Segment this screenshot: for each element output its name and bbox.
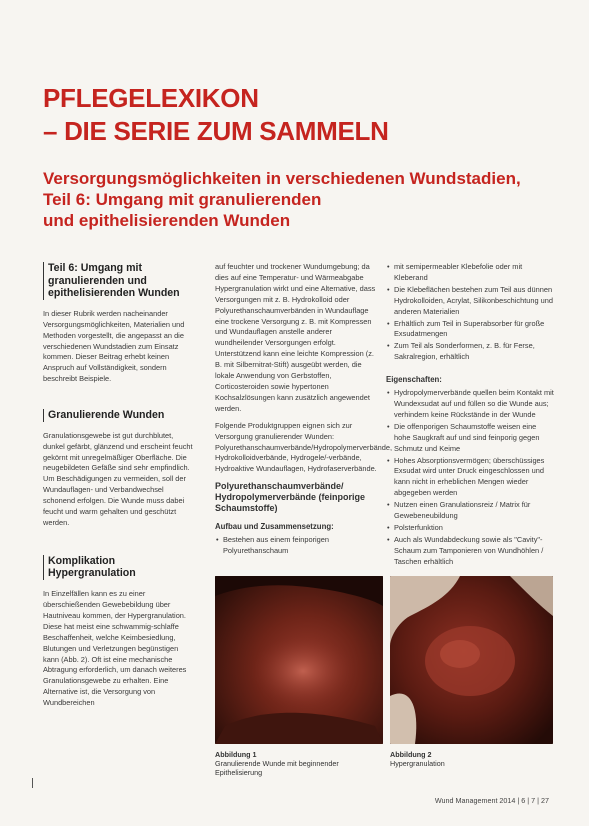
subtitle-line-2: Teil 6: Umgang mit granulierenden <box>43 190 322 209</box>
subtitle-line-3: und epithelisierenden Wunden <box>43 211 291 230</box>
list-item: • Die offenporigen Schaumstoffe weisen eine hohe Saugkraft auf und sind feinporig gegen Schmutz und Keime <box>394 422 554 455</box>
list-item: • Hydropolymerverbände quellen beim Kontakt mit Wundexsudat auf und füllen so die Wunde aus; verhindern keine Rückstände in der Wunde <box>394 388 554 421</box>
column-2 <box>215 262 393 558</box>
list-item: • Bestehen aus einem feinporigen Polyurethanschaum <box>223 535 380 557</box>
column-1 <box>43 262 193 715</box>
list-item: • Zum Teil als Sonderformen, z. B. für Ferse, Sakralregion, erhältlich <box>394 341 554 363</box>
list-item: • Hohes Absorptionsvermögen; überschüssiges Exsudat wird unter Druck eingeschlossen und kann nicht in erheblichen Mengen wieder abgegeben werden <box>394 456 554 500</box>
list-item: • Polsterfunktion <box>394 523 554 534</box>
list-item: • mit semipermeabler Klebefolie oder mit Kleberand <box>394 262 554 284</box>
figure-2-caption <box>390 750 550 768</box>
list-item: • Die Klebeflächen bestehen zum Teil aus dünnen Hydrokolloiden, Acrylat, Silikonbeschichtung und anderen Materialien <box>394 285 554 318</box>
list-item: • Erhältlich zum Teil in Superabsorber für große Exsudatmengen <box>394 319 554 341</box>
properties-list <box>386 388 554 568</box>
figure-2-label: Abbildung 2 <box>390 750 432 759</box>
figure-1-caption <box>215 750 385 778</box>
column-3 <box>386 262 554 569</box>
properties-label: Eigenschaften: <box>386 375 442 385</box>
page-footer: Wund Management 2014 | 6 | 7 | 27 <box>434 796 549 805</box>
col2-text-2: Folgende Produktgruppen eignen sich zur Versorgung granulierender Wunden: Polyurethanschaumverbände/Hydropolymerverbände, Hydrokolloidverbände, Hydrogele/-verbände, Hydroaktive Wundauflagen, Hydrofaserverbände. <box>215 420 393 474</box>
figure-2-text: Hypergranulation <box>390 759 445 769</box>
figure-1-text: Granulierende Wunde mit beginnender Epithelisierung <box>215 759 339 778</box>
complication-text: In Einzelfällen kann es zu einer überschießenden Gewebebildung über Hautniveau kommen, der Hypergranulation. Diese hat meist eine schwammig-schlaffe Beschaffenheit, welche Keimbesiedlung, Blutungen und Verletzungen begünstigen kann (Abb. 2). Oft ist eine mechanische Abtragung erforderlich, um danach weiteres Granulationsgewebe zu erhalten. Eine Alternative ist, die Versorgung von Wundbereichen <box>43 589 187 708</box>
structure-list <box>215 535 380 557</box>
foam-dressing-heading: Polyurethanschaumverbände/ Hydropolymerverbände (feinporige Schaumstoffe) <box>215 481 366 514</box>
article-subtitle <box>43 168 573 231</box>
col2-text-1: auf feuchter und trockener Wundumgebung; da dies auf eine Temperatur- und Wärmeabgabe Hypergranulation wirkt und eine Alternative, dass Versorgungen mit z. B. Hydrokolloid oder Polyurethanschaumverbänden in Wundauflage eine trockene Versorgung z. B. mit Kompressen und Wundauflagen anstelle anderer wundheilender Versorgungen erfolgt. Unterstützend kann eine leichte Kompression (z. B. mit Silbernitrat-Stift) ausgeübt werden, die lokale Anwendung von Gerbstoffen, Corticosteroiden sowie hypertonen Kochsalzlösungen kann zusätzlich angewendet werden. <box>215 262 376 413</box>
figure-1-label: Abbildung 1 <box>215 750 257 759</box>
wound-photo-1-graphic <box>215 576 383 744</box>
wound-photo-2-graphic <box>390 576 553 744</box>
structure-list-continued <box>386 262 554 363</box>
list-item: • Nutzen einen Granulationsreiz / Matrix für Gewebeneubildung <box>394 500 554 522</box>
granulation-text: Granulationsgewebe ist gut durchblutet, dunkel gefärbt, glänzend und erscheint feucht gekörnt mit unregelmäßiger Oberfläche. Die neugebildeten Gefäße sind sehr empfindlich. Um Beschädigungen zu vermeiden, soll der Wundauflagen- und Verbandwechsel schonend erfolgen. Die Wunde muss dabei feucht und warm gehalten und geschützt werden. <box>43 430 193 527</box>
wound-photo-2 <box>390 576 553 744</box>
series-title <box>43 82 563 148</box>
margin-mark <box>32 778 38 788</box>
intro-heading: Teil 6: Umgang mit granulierenden und epithelisierenden Wunden <box>43 262 193 300</box>
title-line-2: – DIE SERIE ZUM SAMMELN <box>43 116 389 146</box>
wound-photo-1 <box>215 576 383 744</box>
subtitle-line-1: Versorgungsmöglichkeiten in verschiedenen Wundstadien, <box>43 169 521 188</box>
list-item: • Auch als Wundabdeckung sowie als "Cavity"-Schaum zum Tamponieren von Wundhöhlen / Taschen erhältlich <box>394 535 554 568</box>
granulation-heading: Granulierende Wunden <box>43 409 193 422</box>
intro-text: In dieser Rubrik werden nacheinander Versorgungsmöglichkeiten, Materialien und Methoden vorgestellt, die angepasst an die verschiedenen Wundstadien zum Einsatz kommen. Dieser Beitrag erhebt keinen Anspruch auf Vollständigkeit, sondern beschreibt Beispiele. <box>43 308 185 384</box>
complication-heading: Komplikation Hypergranulation <box>43 555 193 580</box>
title-line-1: PFLEGELEXIKON <box>43 83 259 113</box>
structure-label: Aufbau und Zusammensetzung: <box>215 522 334 532</box>
